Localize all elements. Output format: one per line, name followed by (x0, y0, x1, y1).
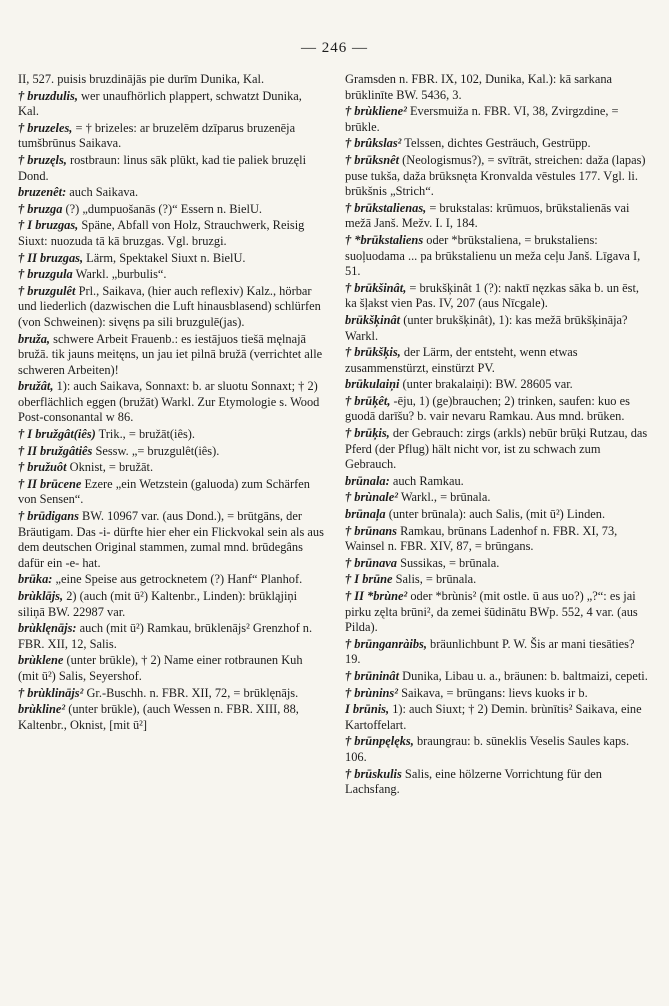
entry-headword: † bruzgulêt (18, 283, 76, 298)
entry-text: Telssen, dichtes Gesträuch, Gestrüpp. (401, 136, 591, 151)
entry-text: = brukšķinât 1 (?): naktī nęzkas sāka b. un ēst, ka šļakst vien Pas. IV, 207 (aus Nīcgale). (345, 280, 640, 311)
entry-headword: † bruzdulis, (18, 88, 78, 103)
dictionary-entry (345, 507, 651, 523)
entry-headword: I brūnis, (345, 702, 390, 717)
entry-headword: † brūksnêt (345, 152, 400, 167)
dictionary-entry (345, 702, 651, 733)
page-number: — 246 — (301, 40, 368, 56)
dictionary-entry (18, 284, 324, 331)
entry-headword: † *brūkstaliens (345, 232, 424, 247)
entry-headword: † brūķis, (345, 426, 390, 441)
dictionary-entry (345, 345, 651, 376)
dictionary-entry (18, 427, 324, 443)
entry-text: Warkl. „burbulis“. (72, 267, 167, 282)
dictionary-entry (345, 490, 651, 506)
entry-text: = † brizeles: ar bruzelēm dzīparus bruzenēja tumšbrūnus Saikava. (18, 120, 296, 151)
entry-text: BW. 10967 var. (aus Dond.), = brūtgāns, der Bräutigam. Das -i- dürfte hier eher ein Flickvokal sein als aus dem deutschen Original stammen, zumal mnd. brūdegâns dafür ein -e- hat. (18, 509, 324, 570)
entry-text: Sussikas, = brūnala. (396, 555, 500, 570)
entry-headword: bruzenêt: (18, 185, 67, 200)
entry-text: 1): auch Siuxt; † 2) Demin. brùnītis² Saikava, eine Kartoffelart. (345, 702, 642, 732)
dictionary-entry (345, 153, 651, 200)
entry-text: (unter brūkle), (auch Wessen n. FBR. XIII, 88, Kaltenbr., Oknist, [mit ū²] (18, 702, 299, 732)
entry-text: Prl., Saikava, (hier auch reflexiv) Kalz., hörbar und liederlich (dazwischen die Luft hinausblasend) schlürfen (von Schweinen): sivęns pa sili bruzgulē(jas). (18, 283, 321, 329)
dictionary-entry (18, 267, 324, 283)
entry-text: Gramsden n. FBR. IX, 102, Dunika, Kal.): kā sarkana brūklinīte BW. 5436, 3. (345, 72, 613, 102)
dictionary-entry (18, 702, 324, 733)
dictionary-entry (345, 72, 651, 103)
entry-headword: † I bružgât(iês) (18, 427, 96, 442)
entry-text: 2) (auch (mit ū²) Kaltenbr., Linden): brūkląjiņi siliņā BW. 22987 var. (18, 589, 298, 619)
dictionary-entry (18, 121, 324, 152)
entry-headword: † brūnava (345, 555, 397, 570)
dictionary-entry (345, 394, 651, 425)
entry-text: rostbraun: linus sāk plūkt, kad tie paliek bruzęli Dond. (18, 152, 307, 183)
entry-headword: † brùklinājs² (18, 685, 84, 700)
entry-headword: † brūkstalienas, (345, 200, 427, 215)
dictionary-entry (18, 185, 324, 201)
entry-headword: bruža, (18, 331, 51, 346)
entry-headword: † brūķêt, (345, 393, 391, 408)
right-column (345, 72, 651, 799)
entry-text: Salis, = brūnala. (392, 572, 477, 587)
entry-headword: † brūnans (345, 523, 398, 538)
dictionary-entry (18, 89, 324, 120)
dictionary-entry (18, 218, 324, 249)
entry-text: Sessw. „= bruzgulêt(iês). (92, 443, 220, 458)
entry-headword: † brūskulis (345, 766, 402, 781)
dictionary-entry (345, 313, 651, 344)
entry-text: schwere Arbeit Frauenb.: es iestājuos tiešā męlnajā bružā. tik jauns meitęns, un jau iet pilnā bružā (verrichtet alle schweren Arbeiten)! (18, 331, 323, 377)
dictionary-entry (345, 767, 651, 798)
dictionary-entry (345, 686, 651, 702)
dictionary-entry (18, 153, 324, 184)
entry-headword: † I bruzgas, (18, 218, 79, 233)
entry-text: (Neologismus?), = svītrāt, streichen: daža (lapas) puse tukša, daža brūksnęta Kronvalda vēstules 177. Vgl. li. brūkšnis „Strich“. (345, 152, 646, 199)
dictionary-entry (18, 509, 324, 571)
entry-text: Warkl., = brūnala. (397, 490, 491, 505)
entry-text: = brukstalas: krūmuos, brūkstalienās vai mežā Janš. Mežv. I. I, 184. (345, 200, 630, 231)
entry-text: auch (mit ū²) Ramkau, brūklenājs² Grenzhof n. FBR. XII, 12, Salis. (18, 621, 313, 651)
dictionary-entry (18, 444, 324, 460)
entry-text: oder *brùnis² (mit ostle. ū aus uo?) „?“: es jai pirku zęlta brūni², da zemei šūdinātu BWp. 552, 4 var. (aus Pilda). (345, 589, 638, 635)
entry-headword: † I brūne (345, 572, 393, 587)
dictionary-entry (18, 202, 324, 218)
dictionary-entry (345, 426, 651, 473)
dictionary-entry (18, 621, 324, 652)
entry-headword: † brùnins² (345, 685, 398, 700)
entry-text: Gr.-Buschh. n. FBR. XII, 72, = brūklęnājs. (83, 685, 299, 700)
dictionary-entry (18, 251, 324, 267)
entry-headword: † brūkšķis, (345, 345, 401, 360)
entry-text: (unter brukšķinât), 1): kas mežā brūkšķināja? Warkl. (345, 312, 628, 343)
entry-headword: † bružuôt (18, 460, 67, 475)
entry-text: oder *brūkstaliena, = brukstaliens: suoļuodama ... pa brūkstalienu un meža ceļu Janš. Līgava I, 51. (345, 232, 641, 279)
entry-headword: brūkšķinât (345, 312, 401, 327)
dictionary-entry (345, 637, 651, 668)
dictionary-entry (18, 572, 324, 588)
dictionary-entry (345, 556, 651, 572)
dictionary-entry (345, 104, 651, 135)
dictionary-entry (345, 136, 651, 152)
entry-headword: † brūninât (345, 668, 400, 683)
entry-text: braungrau: b. sūneklis Veselis Saules kaps. 106. (345, 734, 630, 764)
dictionary-entry (345, 572, 651, 588)
entry-text: Oknist, = bružāt. (66, 460, 154, 475)
entry-text: der Lärm, der entsteht, wenn etwas zusammenstürzt, einstürzt PV. (345, 345, 578, 375)
entry-text: Salis, eine hölzerne Vorrichtung für den Lachsfang. (345, 766, 602, 797)
dictionary-entry (345, 377, 651, 393)
dictionary-entry (345, 524, 651, 555)
dictionary-entry (345, 281, 651, 312)
entry-headword: brùklene (18, 653, 64, 668)
entry-headword: † bruzga (18, 201, 63, 216)
dictionary-entry (345, 201, 651, 232)
entry-text: II, 527. puisis bruzdinājās pie durīm Dunika, Kal. (18, 72, 265, 86)
entry-text: (?) „dumpuošanās (?)“ Essern n. BielU. (62, 201, 262, 216)
entry-headword: bružât, (18, 379, 54, 394)
entry-text: (unter brakalaiņi): BW. 28605 var. (399, 377, 573, 392)
entry-headword: † II bruzgas, (18, 250, 84, 265)
left-column (18, 72, 324, 734)
dictionary-entry (345, 474, 651, 490)
entry-text: Ramkau, brūnans Ladenhof n. FBR. XI, 73, Wainsel n. FBR. XIV, 87, = brūngans. (345, 523, 618, 554)
dictionary-entry (18, 460, 324, 476)
entry-headword: † brūkšinât, (345, 280, 407, 295)
entry-text: Späne, Abfall von Holz, Strauchwerk, Reisig Siuxt: nuozuda tā kā bruzgas. Vgl. bruzgi. (18, 218, 305, 248)
entry-headword: † brùnale² (345, 490, 398, 505)
dictionary-entry (18, 379, 324, 426)
entry-headword: brūka: (18, 572, 53, 587)
dictionary-entry (18, 686, 324, 702)
entry-text: bräunlichbunt P. W. Šis ar mani tiesāties? 19. (345, 636, 635, 667)
entry-headword: † II bružgâtiês (18, 443, 93, 458)
entry-text: der Gebrauch: zirgs (arkls) nebūr brūķi Rutzau, das Pferd (der Pflug) hält nicht vor, ist zu schwach zum Gebrauch. (345, 426, 648, 472)
entry-headword: brūnala: (345, 473, 390, 488)
entry-headword: † brūdigans (18, 509, 79, 524)
entry-headword: † brūnganràibs, (345, 636, 427, 651)
dictionary-entry (345, 669, 651, 685)
dictionary-entry (18, 72, 324, 88)
entry-text: Trik., = bružāt(iês). (95, 427, 196, 442)
entry-text: Ezere „ein Wetzstein (galuoda) zum Schärfen von Sensen“. (18, 476, 310, 507)
entry-headword: † brùkliene² (345, 104, 407, 119)
entry-text: 1): auch Saikava, Sonnaxt: b. ar sluotu Sonnaxt; † 2) oberflächlich eggen (bružāt) Warkl. Zur Etymologie s. Wood Post-consonantal w 86. (18, 379, 320, 425)
entry-text: Eversmuiža n. FBR. VI, 38, Zvirgzdine, = brūkle. (345, 104, 619, 134)
entry-text: (unter brūnala): auch Salis, (mit ū²) Linden. (385, 507, 606, 522)
entry-text: Saikava, = brūngans: lievs kuoks ir b. (397, 685, 588, 700)
dictionary-entry (18, 653, 324, 684)
dictionary-entry (18, 477, 324, 508)
entry-headword: † brûkslas² (345, 136, 402, 151)
dictionary-entry (18, 332, 324, 379)
entry-text: -ēju, 1) (ge)brauchen; 2) trinken, saufen: kuo es guodā darīšu? b. vair nevaru Ramkau. Aus mnd. brūken. (345, 393, 630, 424)
entry-headword: brūkulaiņi (345, 377, 400, 392)
entry-headword: † bruzeles, (18, 120, 73, 135)
entry-headword: brūnaļa (345, 507, 386, 522)
entry-headword: brùklęnājs: (18, 621, 77, 636)
entry-headword: † brūnpęlęks, (345, 734, 414, 749)
entry-text: wer unaufhörlich plappert, schwatzt Dunika, Kal. (18, 88, 302, 119)
entry-headword: † bruzęls, (18, 152, 67, 167)
entry-headword: brùkline² (18, 702, 66, 717)
dictionary-entry (18, 589, 324, 620)
entry-headword: † bruzgula (18, 267, 73, 282)
entry-text: auch Ramkau. (389, 473, 464, 488)
dictionary-entry (345, 734, 651, 765)
entry-text: auch Saikava. (66, 185, 139, 200)
entry-headword: † II *brùne² (345, 589, 408, 603)
entry-text: (unter brūkle), † 2) Name einer rotbraunen Kuh (mit ū²) Salis, Seyershof. (18, 653, 303, 683)
dictionary-entry (345, 233, 651, 280)
entry-text: Dunika, Libau u. a., bräunen: b. baltmaizi, cepeti. (399, 668, 648, 683)
entry-headword: † II brūcene (18, 476, 82, 491)
entry-text: Lärm, Spektakel Siuxt n. BielU. (83, 250, 246, 265)
entry-headword: brùklājs, (18, 589, 64, 603)
entry-text: „eine Speise aus getrocknetem (?) Hanf“ Planhof. (52, 572, 303, 587)
dictionary-entry (345, 589, 651, 636)
